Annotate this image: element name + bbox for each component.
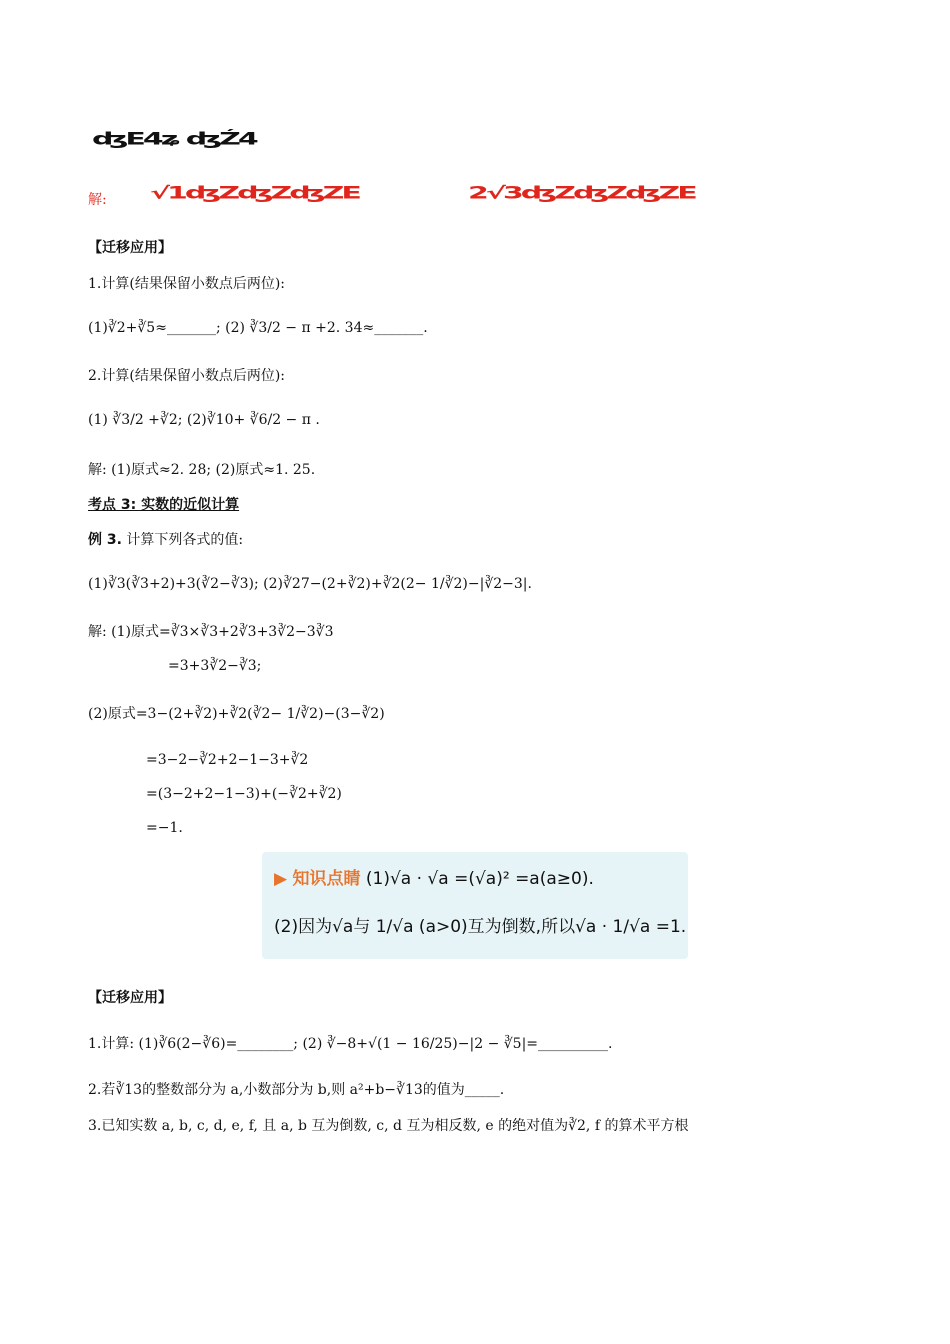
callout-title: 知识点睛	[292, 869, 361, 889]
q1-text: 1.计算(结果保留小数点后两位):	[88, 276, 285, 292]
example3-label: 例 3.	[88, 532, 122, 548]
callout-line1-text: (1)√a · √a =(√a)² =a(a≥0).	[365, 869, 594, 889]
callout-line-2: (2)因为√a与 1/√a (a>0)互为倒数,所以√a · 1/√a =1.	[274, 917, 687, 937]
triangle-icon: ▶	[274, 869, 288, 889]
section2-q2: 2.若∛13的整数部分为 a,小数部分为 b,则 a²+b−∛13的值为_____.	[88, 1082, 505, 1098]
example3-text: 计算下列各式的值:	[126, 532, 244, 548]
example3-sol-2d: =−1.	[146, 820, 183, 836]
example3-parts: (1)∛3(∛3+2)+3(∛2−∛3); (2)∛27−(2+∛2)+∛2(2− 1/∛2)−|∛2−3|.	[88, 576, 532, 592]
example3-sol-2b: =3−2−∛2+2−1−3+∛2	[146, 752, 309, 768]
example3-sol-2a: (2)原式=3−(2+∛2)+∛2(∛2− 1/∛2)−(3−∛2)	[88, 706, 385, 722]
q2-text: 2.计算(结果保留小数点后两位):	[88, 368, 285, 384]
q2-parts: (1) ∛3/2 +∛2; (2)∛10+ ∛6/2 − π .	[88, 412, 320, 428]
example3-sol-2c: =(3−2+2−1−3)+(−∛2+∛2)	[146, 786, 342, 802]
answer-prefix: 解:	[88, 192, 107, 208]
garbled-answer-b: 2√3ʤZʤZʤZE	[468, 183, 695, 204]
section1-answer: 解: (1)原式≈2. 28; (2)原式≈1. 25.	[88, 462, 316, 478]
section2-q1: 1.计算: (1)∛6(2−∛6)=________; (2) ∛−8+√(1 − 16/25)−|2 − ∛5|=__________.	[88, 1036, 613, 1052]
section-heading-transfer: 【迁移应用】	[88, 240, 172, 256]
garbled-title: ʤE4ʑ ʤŹ4	[92, 129, 256, 150]
example3-line	[88, 530, 243, 550]
section2-heading: 【迁移应用】	[88, 990, 172, 1006]
kaodian-title: 考点 3: 实数的近似计算	[88, 497, 240, 513]
example3-sol-1b: =3+3∛2−∛3;	[168, 658, 262, 674]
callout-line-1	[274, 864, 594, 889]
section2-q3: 3.已知实数 a, b, c, d, e, f, 且 a, b 互为倒数, c, d 互为相反数, e 的绝对值为∛2, f 的算术平方根	[88, 1118, 689, 1134]
knowledge-callout	[262, 852, 688, 959]
example3-sol-1a: 解: (1)原式=∛3×∛3+2∛3+3∛2−3∛3	[88, 624, 334, 640]
garbled-answer-a: √1ʤZʤZʤZE	[150, 183, 359, 204]
q1-parts: (1)∛2+∛5≈_______; (2) ∛3/2 − π +2. 34≈_______.	[88, 320, 428, 336]
